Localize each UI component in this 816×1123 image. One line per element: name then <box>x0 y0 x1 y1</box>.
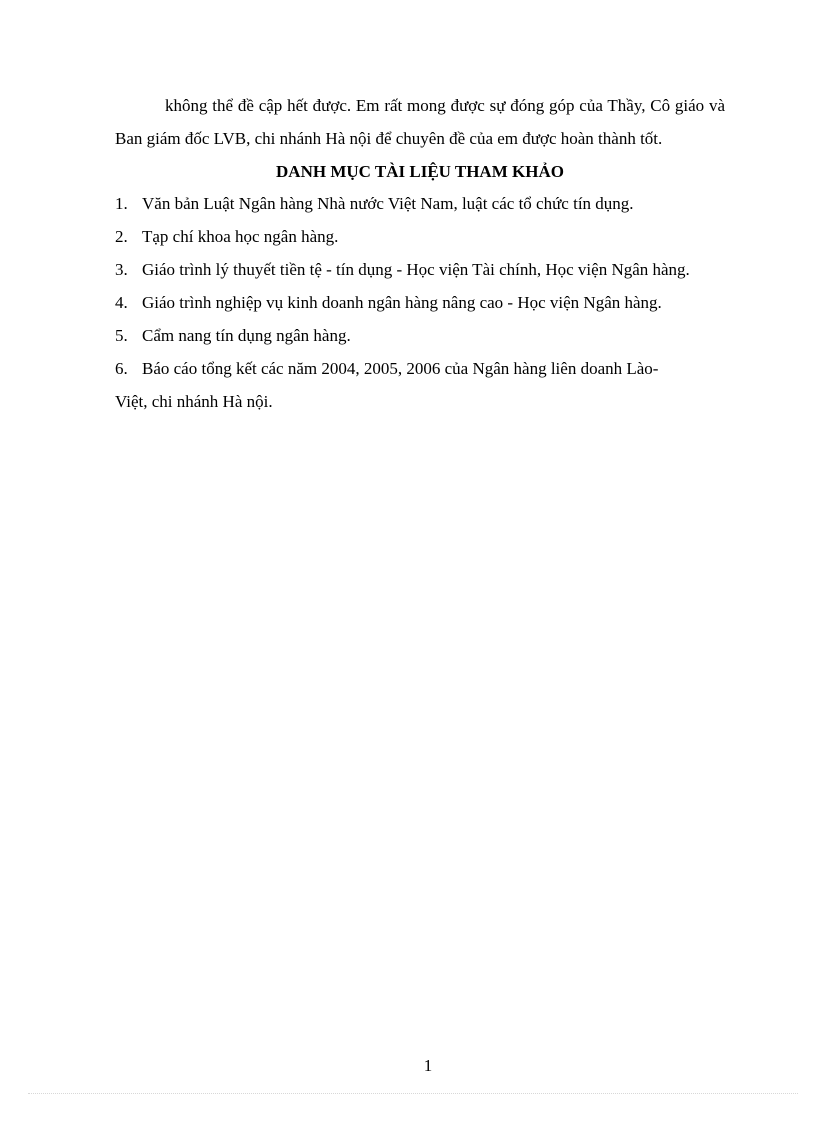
page-number: 1 <box>423 1056 433 1075</box>
reference-number: 1. <box>115 194 128 213</box>
reference-item <box>115 220 725 253</box>
reference-text: Giáo trình nghiệp vụ kinh doanh ngân hàng nâng cao - Học viện Ngân hàng. <box>142 293 662 312</box>
reference-text: Tạp chí khoa học ngân hàng. <box>142 227 339 246</box>
reference-list <box>115 187 725 418</box>
reference-number: 3. <box>115 260 128 279</box>
reference-item <box>115 319 725 352</box>
body-paragraph: không thể đề cập hết được. Em rất mong được sự đóng góp của Thầy, Cô giáo và Ban giám đốc LVB, chi nhánh Hà nội để chuyên đề của em được hoàn thành tốt. <box>115 96 725 148</box>
reference-number: 6. <box>115 359 128 378</box>
reference-item <box>115 286 725 319</box>
reference-item <box>115 253 725 286</box>
reference-text-continuation: Việt, chi nhánh Hà nội. <box>115 392 273 411</box>
page-bottom-divider <box>28 1093 798 1094</box>
reference-number: 2. <box>115 227 128 246</box>
reference-text: Báo cáo tổng kết các năm 2004, 2005, 2006 của Ngân hàng liên doanh Lào- <box>142 359 659 378</box>
reference-item <box>115 187 725 220</box>
reference-item <box>115 352 725 418</box>
references-heading: DANH MỤC TÀI LIỆU THAM KHẢO <box>276 162 564 181</box>
reference-text: Giáo trình lý thuyết tiền tệ - tín dụng - Học viện Tài chính, Học viện Ngân hàng. <box>142 260 690 279</box>
reference-number: 4. <box>115 293 128 312</box>
reference-text: Cẩm nang tín dụng ngân hàng. <box>142 326 351 345</box>
reference-text: Văn bản Luật Ngân hàng Nhà nước Việt Nam, luật các tổ chức tín dụng. <box>142 194 634 213</box>
reference-number: 5. <box>115 326 128 345</box>
